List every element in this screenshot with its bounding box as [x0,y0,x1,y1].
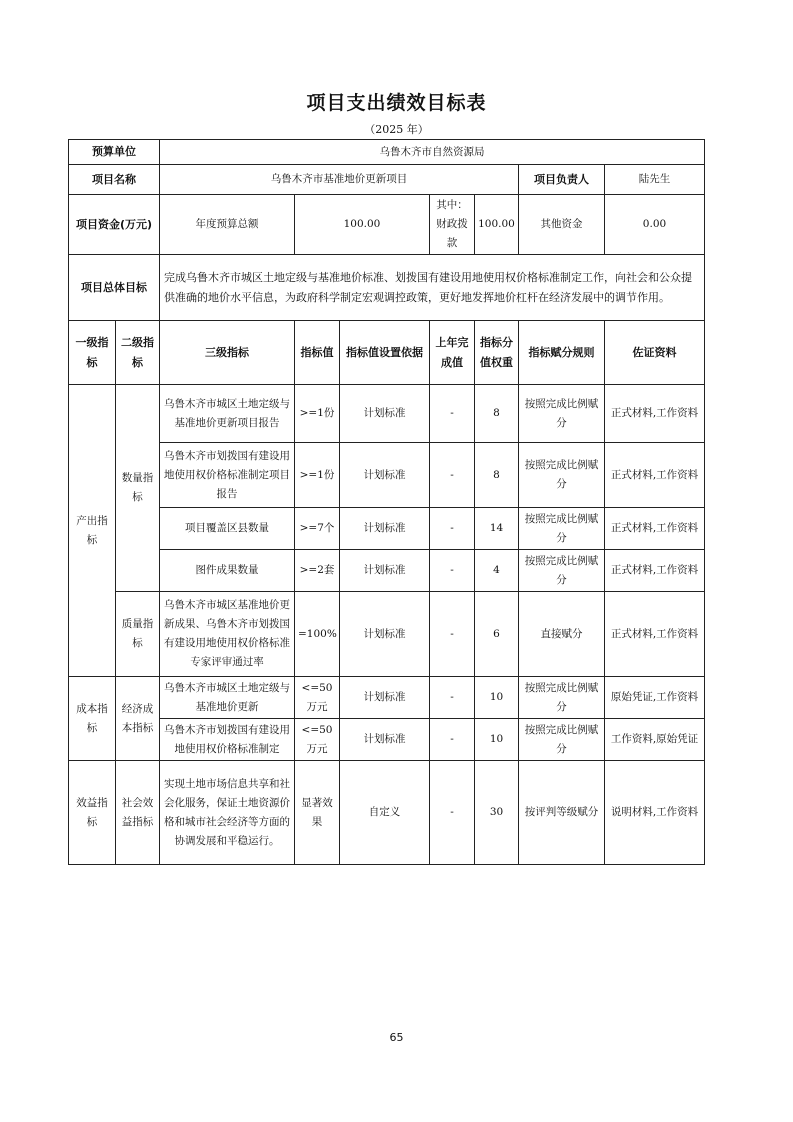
group-output: 产出指标 [69,385,116,677]
table-row [69,508,705,550]
row-last-year: - [430,719,475,761]
group-quantity: 数量指标 [116,385,160,592]
row-last-year: - [430,385,475,443]
year-label: （2025 年） [364,123,429,136]
row-rule: 按照完成比例赋分 [519,508,605,550]
row-level3: 乌鲁木齐市城区基准地价更新成果、乌鲁木齐市划拨国有建设用地使用权价格标准专家评审通过率 [160,592,295,677]
row-level3: 项目覆盖区县数量 [160,508,295,550]
row-last-year: - [430,550,475,592]
row-basis: 计划标准 [340,592,430,677]
budget-unit-label: 预算单位 [69,140,160,165]
row-weight: 10 [475,677,519,719]
row-basis: 计划标准 [340,385,430,443]
row-rule: 按照完成比例赋分 [519,443,605,508]
fiscal-funds-label: 其中：财政拨款 [430,195,475,255]
row-value: >=2套 [295,550,340,592]
row-last-year: - [430,592,475,677]
fiscal-funds-value: 100.00 [475,195,519,255]
row-basis: 计划标准 [340,508,430,550]
funds-label: 项目资金(万元) [69,195,160,255]
row-weight: 14 [475,508,519,550]
table-row [69,761,705,865]
project-name-label: 项目名称 [69,165,160,195]
row-evidence: 正式材料,工作资料 [605,550,705,592]
row-basis: 自定义 [340,761,430,865]
row-evidence: 原始凭证,工作资料 [605,677,705,719]
group-economic: 经济成本指标 [116,677,160,761]
header-rule: 指标赋分规则 [519,321,605,385]
group-cost: 成本指标 [69,677,116,761]
funds-row [69,195,705,255]
group-quality: 质量指标 [116,592,160,677]
budget-unit-value: 乌鲁木齐市自然资源局 [160,140,705,165]
row-value: >=1份 [295,443,340,508]
row-level3: 实现土地市场信息共享和社会化服务，保证土地资源价格和城市社会经济等方面的协调发展和平稳运行。 [160,761,295,865]
row-rule: 按照完成比例赋分 [519,719,605,761]
row-value: <=50万元 [295,677,340,719]
project-name-value: 乌鲁木齐市基准地价更新项目 [160,165,519,195]
goal-label: 项目总体目标 [69,255,160,321]
header-row [69,321,705,385]
header-level2: 二级指标 [116,321,160,385]
row-evidence: 正式材料,工作资料 [605,592,705,677]
row-rule: 按评判等级赋分 [519,761,605,865]
row-weight: 10 [475,719,519,761]
row-rule: 直接赋分 [519,592,605,677]
row-rule: 按照完成比例赋分 [519,677,605,719]
row-value: >=7个 [295,508,340,550]
row-value: >=1份 [295,385,340,443]
row-level3: 乌鲁木齐市城区土地定级与基准地价更新项目报告 [160,385,295,443]
page-title: 项目支出绩效目标表 [306,92,487,114]
row-last-year: - [430,508,475,550]
row-value: =100% [295,592,340,677]
table-row [69,550,705,592]
page-number: 65 [389,1031,404,1044]
table-row [69,677,705,719]
row-evidence: 工作资料,原始凭证 [605,719,705,761]
header-weight: 指标分值权重 [475,321,519,385]
row-evidence: 正式材料,工作资料 [605,443,705,508]
row-evidence: 说明材料,工作资料 [605,761,705,865]
row-basis: 计划标准 [340,443,430,508]
row-evidence: 正式材料,工作资料 [605,385,705,443]
performance-table [68,139,705,865]
header-last-year: 上年完成值 [430,321,475,385]
row-weight: 30 [475,761,519,865]
row-rule: 按照完成比例赋分 [519,550,605,592]
header-level3: 三级指标 [160,321,295,385]
row-basis: 计划标准 [340,550,430,592]
goal-row [69,255,705,321]
header-value: 指标值 [295,321,340,385]
project-leader-label: 项目负责人 [519,165,605,195]
row-weight: 6 [475,592,519,677]
group-benefit: 效益指标 [69,761,116,865]
table-row [69,719,705,761]
table-row [69,385,705,443]
other-funds-label: 其他资金 [519,195,605,255]
project-leader-value: 陆先生 [605,165,705,195]
row-value: <=50万元 [295,719,340,761]
header-level1: 一级指标 [69,321,116,385]
header-basis: 指标值设置依据 [340,321,430,385]
row-last-year: - [430,443,475,508]
row-basis: 计划标准 [340,719,430,761]
row-basis: 计划标准 [340,677,430,719]
table-row [69,443,705,508]
row-rule: 按照完成比例赋分 [519,385,605,443]
row-level3: 乌鲁木齐市城区土地定级与基准地价更新 [160,677,295,719]
project-name-row [69,165,705,195]
row-weight: 8 [475,385,519,443]
other-funds-value: 0.00 [605,195,705,255]
annual-budget-label: 年度预算总额 [160,195,295,255]
goal-text: 完成乌鲁木齐市城区土地定级与基准地价标准、划拨国有建设用地使用权价格标准制定工作，向社会和公众提供准确的地价水平信息，为政府科学制定宏观调控政策，更好地发挥地价杠杆在经济发展中的调节作用。 [160,255,705,321]
annual-budget-value: 100.00 [295,195,430,255]
row-level3: 乌鲁木齐市划拨国有建设用地使用权价格标准制定 [160,719,295,761]
row-value: 显著效果 [295,761,340,865]
row-weight: 8 [475,443,519,508]
row-last-year: - [430,761,475,865]
header-evidence: 佐证资料 [605,321,705,385]
row-weight: 4 [475,550,519,592]
row-last-year: - [430,677,475,719]
budget-unit-row [69,140,705,165]
table-row [69,592,705,677]
row-evidence: 正式材料,工作资料 [605,508,705,550]
row-level3: 乌鲁木齐市划拨国有建设用地使用权价格标准制定项目报告 [160,443,295,508]
row-level3: 图件成果数量 [160,550,295,592]
group-social: 社会效益指标 [116,761,160,865]
